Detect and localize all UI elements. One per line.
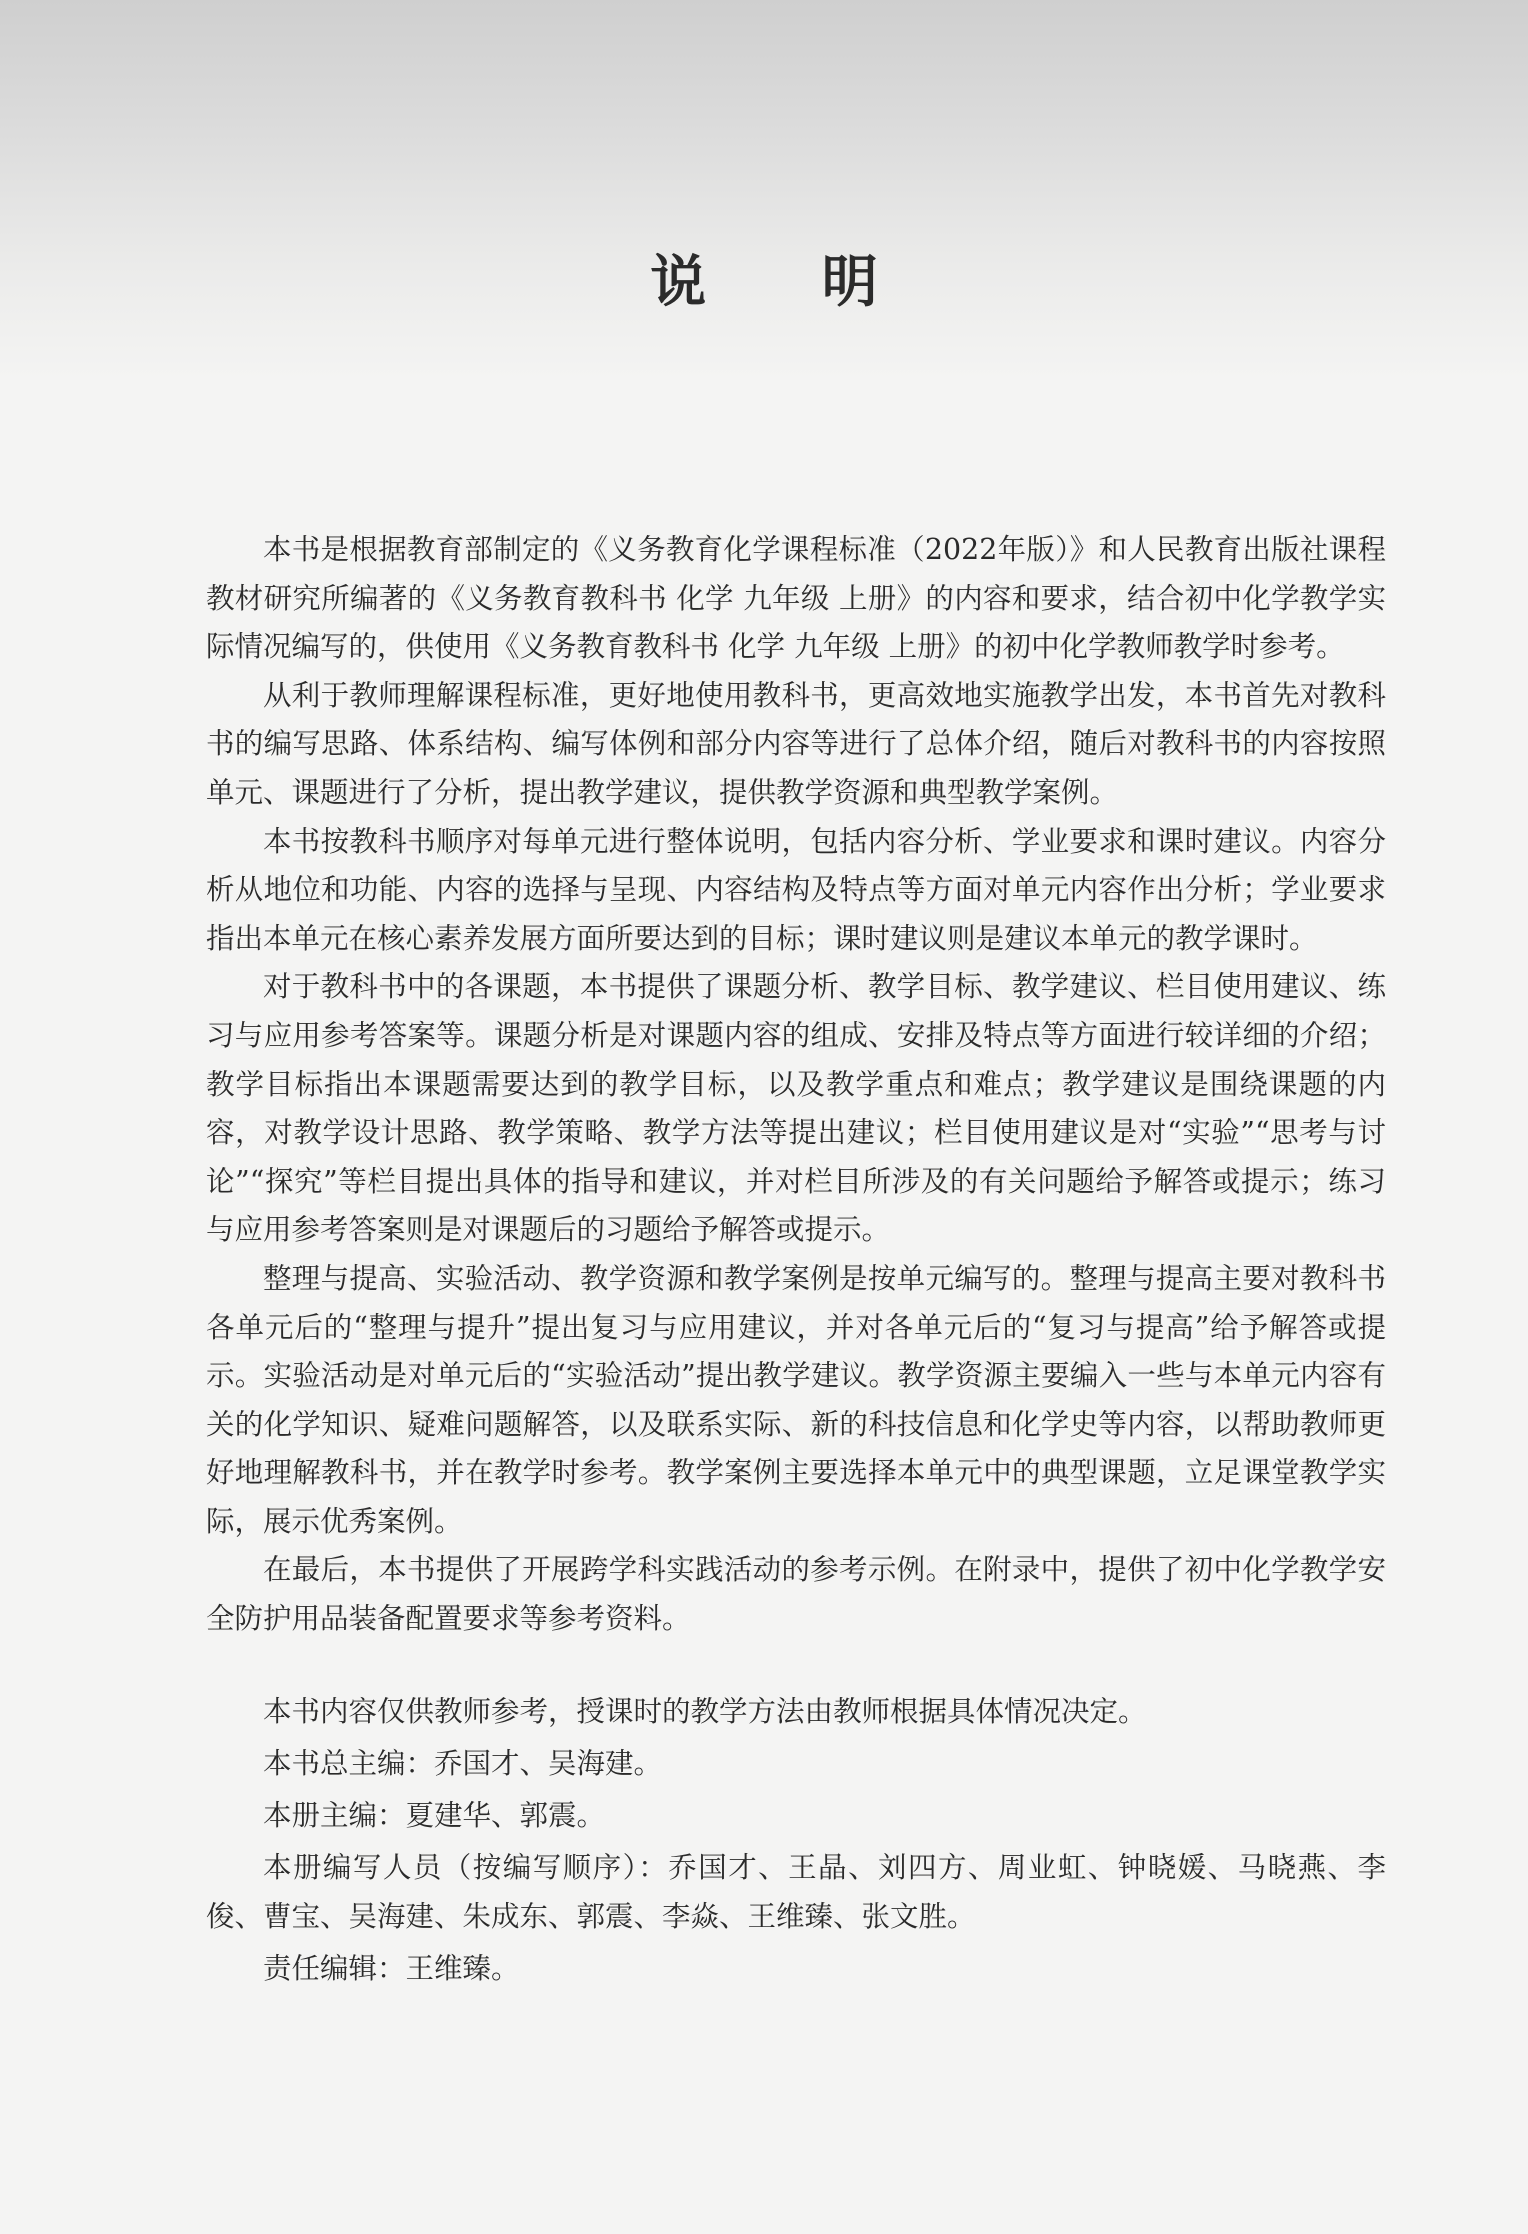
credits-section [206,1688,1386,1997]
credit-authors: 本册编写人员（按编写顺序）：乔国才、王晶、刘四方、周业虹、钟晓媛、马晓燕、李俊、曹宝、吴海建、朱成东、郭震、李焱、王维臻、张文胜。 [206,1851,1386,1933]
page-title: 说 明 [650,249,926,315]
credit-note: 本书内容仅供教师参考，授课时的教学方法由教师根据具体情况决定。 [263,1695,1147,1728]
paragraph-basis: 本书是根据教育部制定的《义务教育化学课程标准（2022年版）》和人民教育出版社课程教材研究所编著的《义务教育教科书 化学 九年级 上册》的内容和要求，结合初中化学教学实际情况编写的，供使用《义务教育教科书 化学 九年级 上册》的初中化学教师教学时参考。 [206,533,1386,664]
paragraph-unit-sections: 整理与提高、实验活动、教学资源和教学案例是按单元编写的。整理与提高主要对教科书各单元后的“整理与提升”提出复习与应用建议，并对各单元后的“复习与提高”给予解答或提示。实验活动是对单元后的“实验活动”提出教学建议。教学资源主要编入一些与本单元内容有关的化学知识、疑难问题解答，以及联系实际、新的科技信息和化学史等内容，以帮助教师更好地理解教科书，并在教学时参考。教学案例主要选择本单元中的典型课题，立足课堂教学实际，展示优秀案例。 [206,1261,1386,1538]
credit-volume-editor: 本册主编：夏建华、郭震。 [263,1799,606,1833]
body-text [206,526,1386,1644]
credit-responsible-editor: 责任编辑：王维臻。 [263,1951,520,1985]
paragraph-unit-overview: 本书按教科书顺序对每单元进行整体说明，包括内容分析、学业要求和课时建议。内容分析从地位和功能、内容的选择与呈现、内容结构及特点等方面对单元内容作出分析；学业要求指出本单元在核心素养发展方面所要达到的目标；课时建议则是建议本单元的教学课时。 [206,824,1386,955]
credit-chief-editor: 本书总主编：乔国才、吴海建。 [263,1747,663,1781]
paragraph-purpose: 从利于教师理解课程标准，更好地使用教科书，更高效地实施教学出发，本书首先对教科书的编写思路、体系结构、编写体例和部分内容等进行了总体介绍，随后对教科书的内容按照单元、课题进行了分析，提出教学建议，提供教学资源和典型教学案例。 [206,678,1386,809]
paragraph-appendix: 在最后，本书提供了开展跨学科实践活动的参考示例。在附录中，提供了初中化学教学安全防护用品装备配置要求等参考资料。 [206,1553,1386,1636]
paragraph-lesson-topics: 对于教科书中的各课题，本书提供了课题分析、教学目标、教学建议、栏目使用建议、练习与应用参考答案等。课题分析是对课题内容的组成、安排及特点等方面进行较详细的介绍；教学目标指出本课题需要达到的教学目标，以及教学重点和难点；教学建议是围绕课题的内容，对教学设计思路、教学策略、教学方法等提出建议；栏目使用建议是对“实验”“思考与讨论”“探究”等栏目提出具体的指导和建议，并对栏目所涉及的有关问题给予解答或提示；练习与应用参考答案则是对课题后的习题给予解答或提示。 [206,970,1386,1247]
